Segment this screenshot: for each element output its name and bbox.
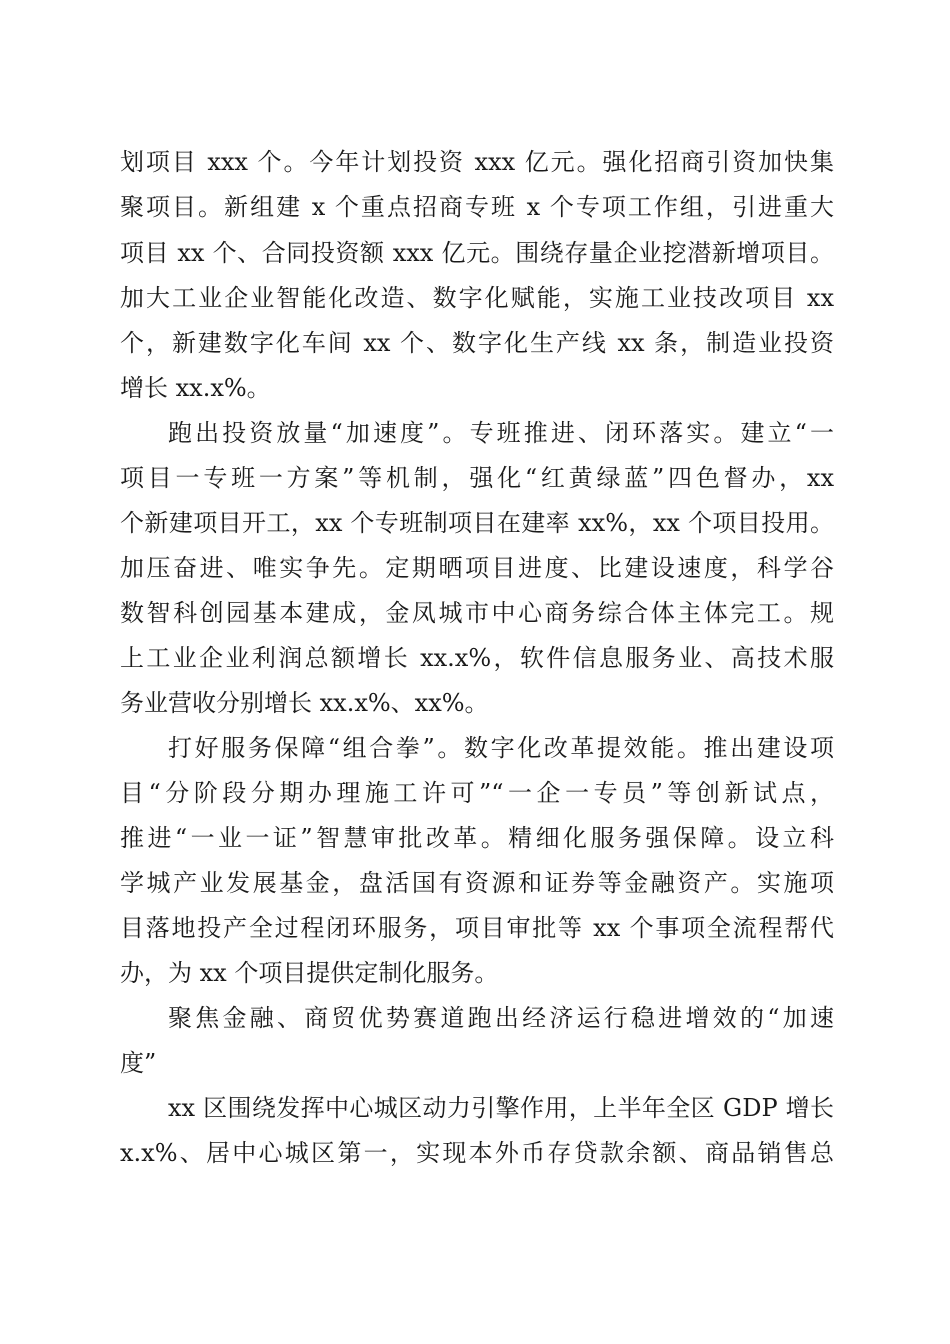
paragraph-heading-line: 打好服务保障“组合拳”。数字化改革提效能。推出建设项	[168, 734, 834, 762]
text-line: 项目一专班一方案”等机制，强化“红黄绿蓝”四色督办，xx	[120, 464, 834, 492]
text-line: 增长 xx.x%。	[120, 374, 271, 402]
text-line: 目落地投产全过程闭环服务，项目审批等 xx 个事项全流程帮代	[120, 914, 834, 942]
text-line: x.x%、居中心城区第一，实现本外币存贷款余额、商品销售总	[120, 1139, 834, 1167]
text-line: 项目 xx 个、合同投资额 xxx 亿元。围绕存量企业挖潜新增项目。	[120, 239, 834, 267]
text-line: 务业营收分别增长 xx.x%、xx%。	[120, 689, 489, 717]
paragraph-heading-line: 跑出投资放量“加速度”。专班推进、闭环落实。建立“一	[168, 419, 834, 447]
text-line: 推进“一业一证”智慧审批改革。精细化服务强保障。设立科	[120, 824, 834, 852]
text-line: 学城产业发展基金，盘活国有资源和证券等金融资产。实施项	[120, 869, 834, 897]
text-line: 办，为 xx 个项目提供定制化服务。	[120, 959, 499, 987]
text-line: 目“分阶段分期办理施工许可”“一企一专员”等创新试点，	[120, 779, 834, 807]
text-line: xx 区围绕发挥中心城区动力引擎作用，上半年全区 GDP 增长	[168, 1094, 834, 1122]
section-heading-line: 聚焦金融、商贸优势赛道跑出经济运行稳进增效的“加速	[168, 1004, 834, 1032]
text-line: 划项目 xxx 个。今年计划投资 xxx 亿元。强化招商引资加快集	[120, 148, 834, 176]
text-line: 加大工业企业智能化改造、数字化赋能，实施工业技改项目 xx	[120, 284, 834, 312]
text-line: 个，新建数字化车间 xx 个、数字化生产线 xx 条，制造业投资	[120, 329, 834, 357]
text-line: 数智科创园基本建成，金凤城市中心商务综合体主体完工。规	[120, 599, 834, 627]
text-line: 聚项目。新组建 x 个重点招商专班 x 个专项工作组，引进重大	[120, 193, 834, 221]
section-heading-line: 度”	[120, 1049, 157, 1077]
text-line: 个新建项目开工，xx 个专班制项目在建率 xx%，xx 个项目投用。	[120, 509, 834, 537]
text-line: 上工业企业利润总额增长 xx.x%，软件信息服务业、高技术服	[120, 644, 834, 672]
text-line: 加压奋进、唯实争先。定期晒项目进度、比建设速度，科学谷	[120, 554, 834, 582]
